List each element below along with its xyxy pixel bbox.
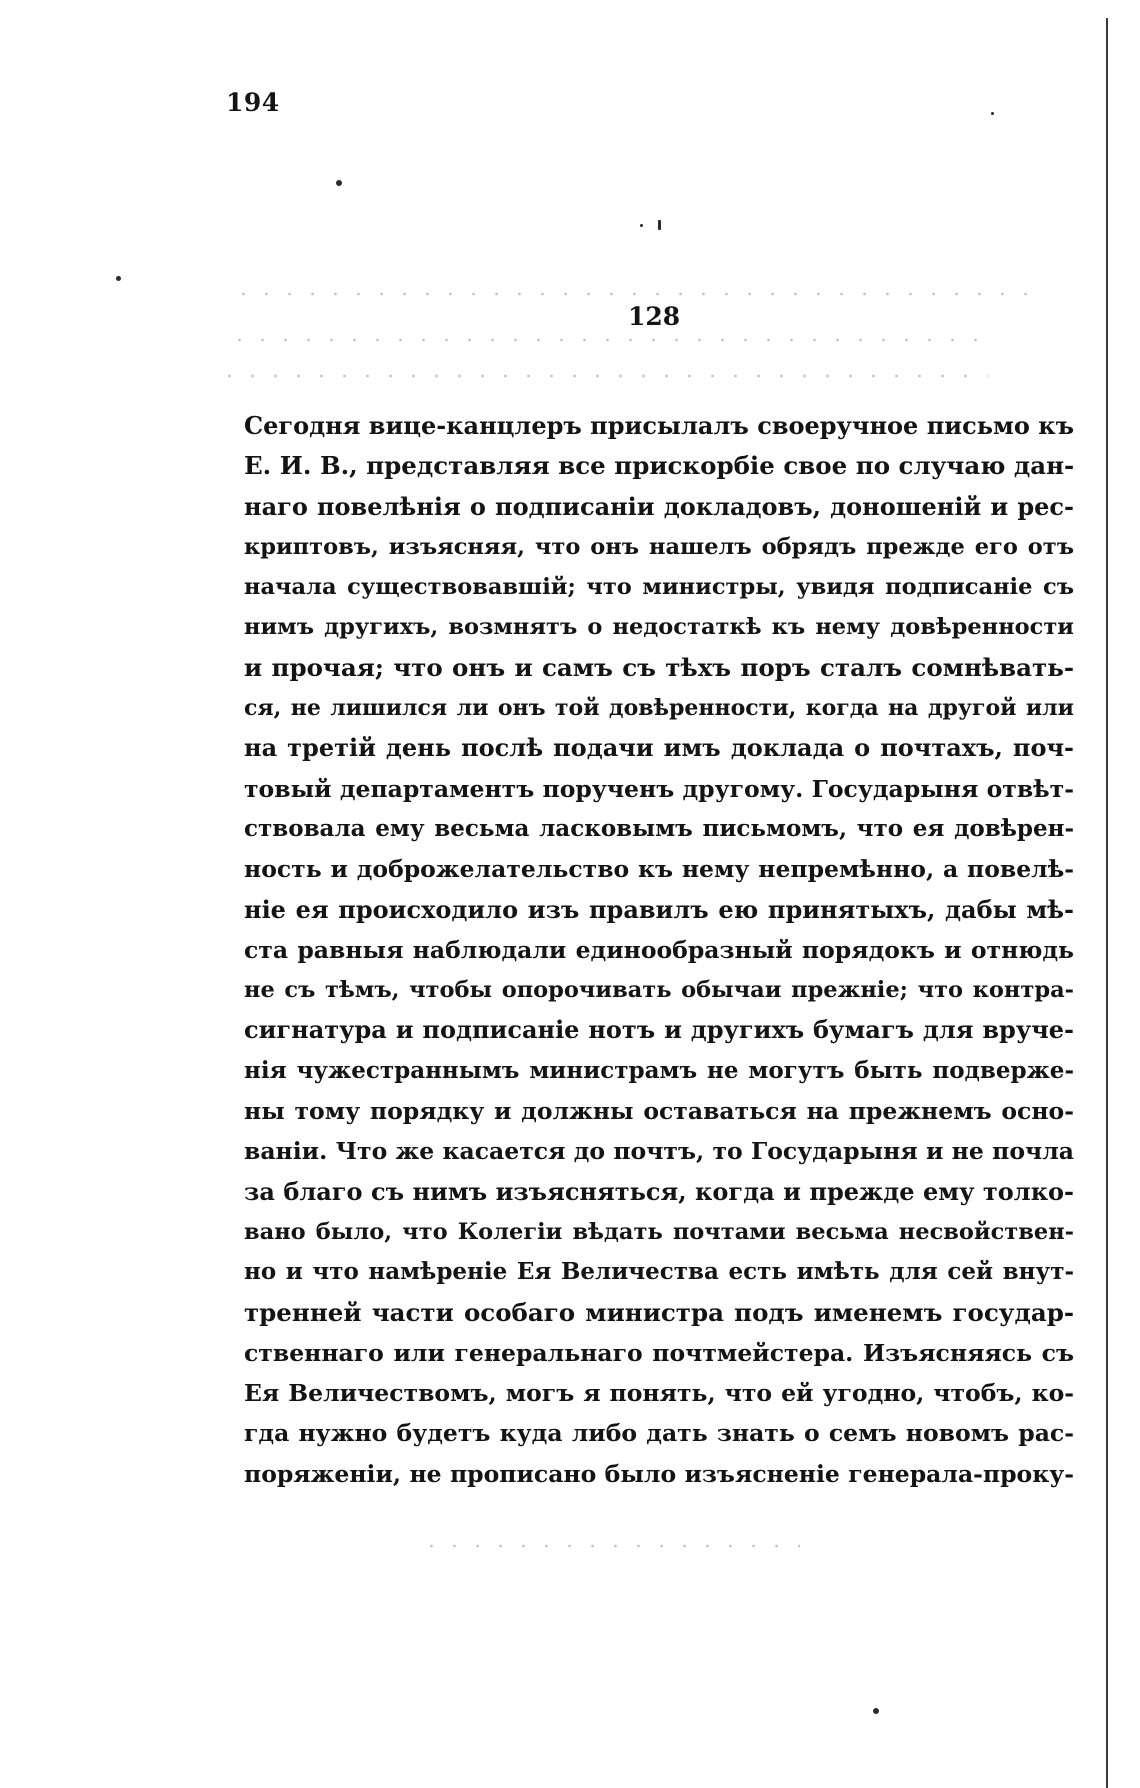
text-line: вано было, что Колегіи вѣдать почтами весьма несвойствен- (244, 1218, 1074, 1245)
text-line: наго повелѣнія о подписаніи докладовъ, доношеній и рес- (244, 491, 1074, 521)
ink-speck (336, 180, 342, 186)
text-line: ваніи. Что же касается до почтъ, то Государыня и не почла (244, 1137, 1074, 1166)
text-line: ность и доброжелательство къ нему непремѣнно, а повелѣ- (244, 855, 1074, 884)
text-line: сигнатура и подписаніе нотъ и другихъ бумагъ для вруче- (244, 1015, 1074, 1045)
text-line: Ея Величествомъ, могъ я понять, что ей угодно, чтобъ, ко- (244, 1379, 1074, 1408)
text-line: ствовала ему весьма ласковымъ письмомъ, что ея довѣрен- (244, 814, 1074, 842)
text-line: и прочая; что онъ и самъ съ тѣхъ поръ сталъ сомнѣвать- (244, 652, 1074, 682)
text-line: ны тому порядку и должны оставаться на прежнемъ осно- (244, 1097, 1074, 1126)
ink-speck (116, 276, 121, 281)
outer-page-number: 194 (226, 88, 280, 117)
text-line: ся, не лишился ли онъ той довѣренности, когда на другой или (244, 695, 1074, 722)
text-line: поряженіи, не прописано было изъясненіе генерала-проку- (244, 1459, 1074, 1488)
text-line: Е. И. В., представляя все прискорбіе свое по случаю дан- (244, 451, 1074, 481)
text-line: ніе ея происходило изъ правилъ ею принятыхъ, дабы мѣ- (244, 894, 1074, 924)
text-line: криптовъ, изъясняя, что онъ нашелъ обрядъ прежде его отъ (244, 533, 1074, 560)
ink-speck (991, 112, 994, 115)
bleed-through-noise (228, 338, 988, 342)
bleed-through-noise (232, 292, 1042, 296)
text-line: нимъ другихъ, возмнятъ о недостаткѣ къ нему довѣренности (244, 614, 1074, 641)
text-line: товый департаментъ порученъ другому. Государыня отвѣт- (244, 774, 1074, 803)
text-line: гда нужно будетъ куда либо дать знать о семъ новомъ рас- (244, 1419, 1074, 1448)
ink-speck (658, 220, 661, 230)
text-line: на третій день послѣ подачи имъ доклада о почтахъ, поч- (244, 733, 1074, 763)
text-line: тренней части особаго министра подъ именемъ государ- (244, 1297, 1074, 1327)
scan-edge-line (1106, 18, 1108, 1788)
bleed-through-noise (218, 374, 988, 378)
text-line: не съ тѣмъ, чтобы опорочивать обычаи прежніе; что контра- (244, 977, 1074, 1004)
ink-speck (873, 1708, 879, 1714)
text-line: за благо съ нимъ изъясняться, когда и прежде ему толко- (244, 1176, 1074, 1206)
text-line: ста равныя наблюдали единообразный порядокъ и отнюдь (244, 935, 1074, 964)
text-line: Сегодня вице-канцлеръ присылалъ своеручное письмо къ (244, 411, 1074, 440)
text-line: нія чужестраннымъ министрамъ не могутъ быть подверже- (244, 1056, 1074, 1084)
text-line: начала существовавшій; что министры, увидя подписаніе съ (244, 574, 1074, 601)
ink-speck (640, 224, 643, 227)
inner-page-number: 128 (628, 302, 681, 331)
text-line: ственнаго или генеральнаго почтмейстера. Изъясняясь съ (244, 1338, 1074, 1367)
bleed-through-noise (420, 1544, 800, 1548)
text-line: но и что намѣреніе Ея Величества есть имѣть для сей внут- (244, 1258, 1074, 1286)
body-text (244, 406, 1074, 1494)
